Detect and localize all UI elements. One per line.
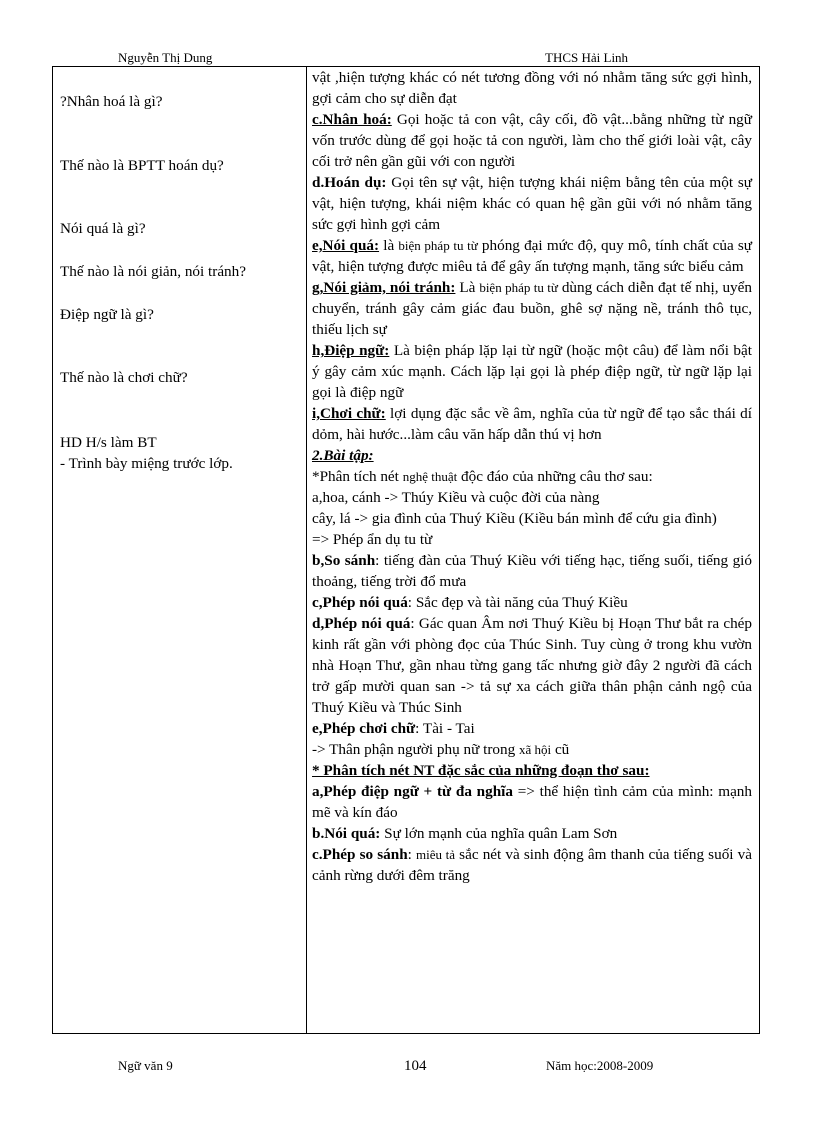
repetition-definition: h,Điệp ngữ: Là biện pháp lặp lại từ ngữ (hoặc một câu) để làm nổi bật ý gây cảm xúc mạnh. Cách lặp lại gọi là phép điệp ngữ, từ ngữ lặp lại gọi là điệp ngữ bbox=[312, 342, 752, 401]
exercise-line: => Phép ẩn dụ tu từ bbox=[312, 531, 433, 548]
exercise-prompt: *Phân tích nét nghệ thuật độc đáo của những câu thơ sau: bbox=[312, 468, 653, 485]
exercise-guide: HD H/s làm BT bbox=[60, 434, 157, 451]
exercise-item: d,Phép nói quá: Gác quan Âm nơi Thuý Kiều bị Hoạn Thư bắt ra chép kinh rất gần với phòng đọc của Thúc Sinh. Tuy cùng ở trong khu vườn nhà Hoạn Thư, gần nhau từng gang tấc nhưng giờ đây 2 người đã cách trở gấp mười quan san -> tả sự xa cách giữa thân phận cảnh ngộ của Thuý Kiều và Thúc Sinh bbox=[312, 615, 752, 716]
exercise-item: c,Phép nói quá: Sắc đẹp và tài năng của Thuý Kiều bbox=[312, 594, 628, 611]
question-euphemism: Thế nào là nói giản, nói tránh? bbox=[60, 263, 246, 280]
hyperbole-definition: e,Nói quá: là biện pháp tu từ phóng đại mức độ, quy mô, tính chất của sự vật, hiện tượng được miêu tả để gây ấn tượng mạnh, tăng sức biểu cảm bbox=[312, 237, 753, 275]
header-author: Nguyễn Thị Dung bbox=[118, 50, 213, 65]
exercise-item: e,Phép chơi chữ: Tài - Tai bbox=[312, 720, 475, 737]
question-personification: ?Nhân hoá là gì? bbox=[60, 93, 163, 110]
header-school: THCS Hải Linh bbox=[545, 50, 629, 65]
question-hyperbole: Nói quá là gì? bbox=[60, 220, 146, 237]
exercise-item: a,Phép điệp ngữ + từ đa nghĩa => thể hiện tình cảm của mình: mạnh mẽ và kín đáo bbox=[312, 783, 752, 821]
exercise-line: cây, lá -> gia đình của Thuý Kiều (Kiều bán mình để cứu gia đình) bbox=[312, 510, 717, 527]
question-wordplay: Thế nào là chơi chữ? bbox=[60, 369, 188, 386]
exercise-line: -> Thân phận người phụ nữ trong xã hội cũ bbox=[312, 741, 570, 758]
exercise-instruction: - Trình bày miệng trước lớp. bbox=[60, 455, 233, 472]
question-metonymy: Thế nào là BPTT hoán dụ? bbox=[60, 157, 224, 174]
exercise-heading: 2.Bài tập: bbox=[312, 447, 374, 464]
metonymy-definition: d.Hoán dụ: Gọi tên sự vật, hiện tượng khái niệm bằng tên của một sự vật, hiện tượng, khái niệm khác có quan hệ gần gũi với nó nhằm tăng sức gợi hình gợi cảm bbox=[312, 174, 752, 233]
euphemism-definition: g,Nói giảm, nói tránh: Là biện pháp tu từ dùng cách diễn đạt tế nhị, uyển chuyển, tránh gây cảm giác đau buồn, ghê sợ nặng nề, tránh thô tục, thiếu lịch sự bbox=[312, 279, 752, 338]
question-repetition: Điệp ngữ là gì? bbox=[60, 306, 154, 323]
exercise-item: b.Nói quá: Sự lớn mạnh của nghĩa quân Lam Sơn bbox=[312, 825, 618, 842]
footer-subject: Ngữ văn 9 bbox=[118, 1058, 173, 1073]
answer-column bbox=[312, 67, 752, 886]
page-number: 104 bbox=[404, 1058, 427, 1074]
text-paragraph: vật ,hiện tượng khác có nét tương đồng với nó nhằm tăng sức gợi hình, gợi cảm cho sự diễn đạt bbox=[312, 69, 752, 107]
footer-school-year: Năm học:2008-2009 bbox=[546, 1058, 654, 1073]
exercise-item: b,So sánh: tiếng đàn của Thuý Kiều với tiếng hạc, tiếng suối, tiếng gió thoảng, tiếng trời đổ mưa bbox=[312, 552, 752, 590]
column-divider bbox=[306, 66, 307, 1034]
wordplay-definition: i,Chơi chữ: lợi dụng đặc sắc về âm, nghĩa của từ ngữ để tạo sắc thái dí dỏm, hài hước...làm câu văn hấp dẫn thú vị hơn bbox=[312, 405, 752, 443]
exercise-item: c.Phép so sánh: miêu tả sắc nét và sinh động âm thanh của tiếng suối và cảnh rừng dưới đêm trăng bbox=[312, 846, 752, 884]
personification-definition: c.Nhân hoá: Gọi hoặc tả con vật, cây cối, đồ vật...bằng những từ ngữ vốn trước dùng để gọi hoặc tả con người, làm cho thế giới loài vật, cây cối trở nên gần gũi với con người bbox=[312, 111, 753, 170]
exercise-line: a,hoa, cánh -> Thúy Kiều và cuộc đời của nàng bbox=[312, 489, 600, 506]
exercise-subheading: * Phân tích nét NT đặc sắc của những đoạn thơ sau: bbox=[312, 762, 650, 779]
